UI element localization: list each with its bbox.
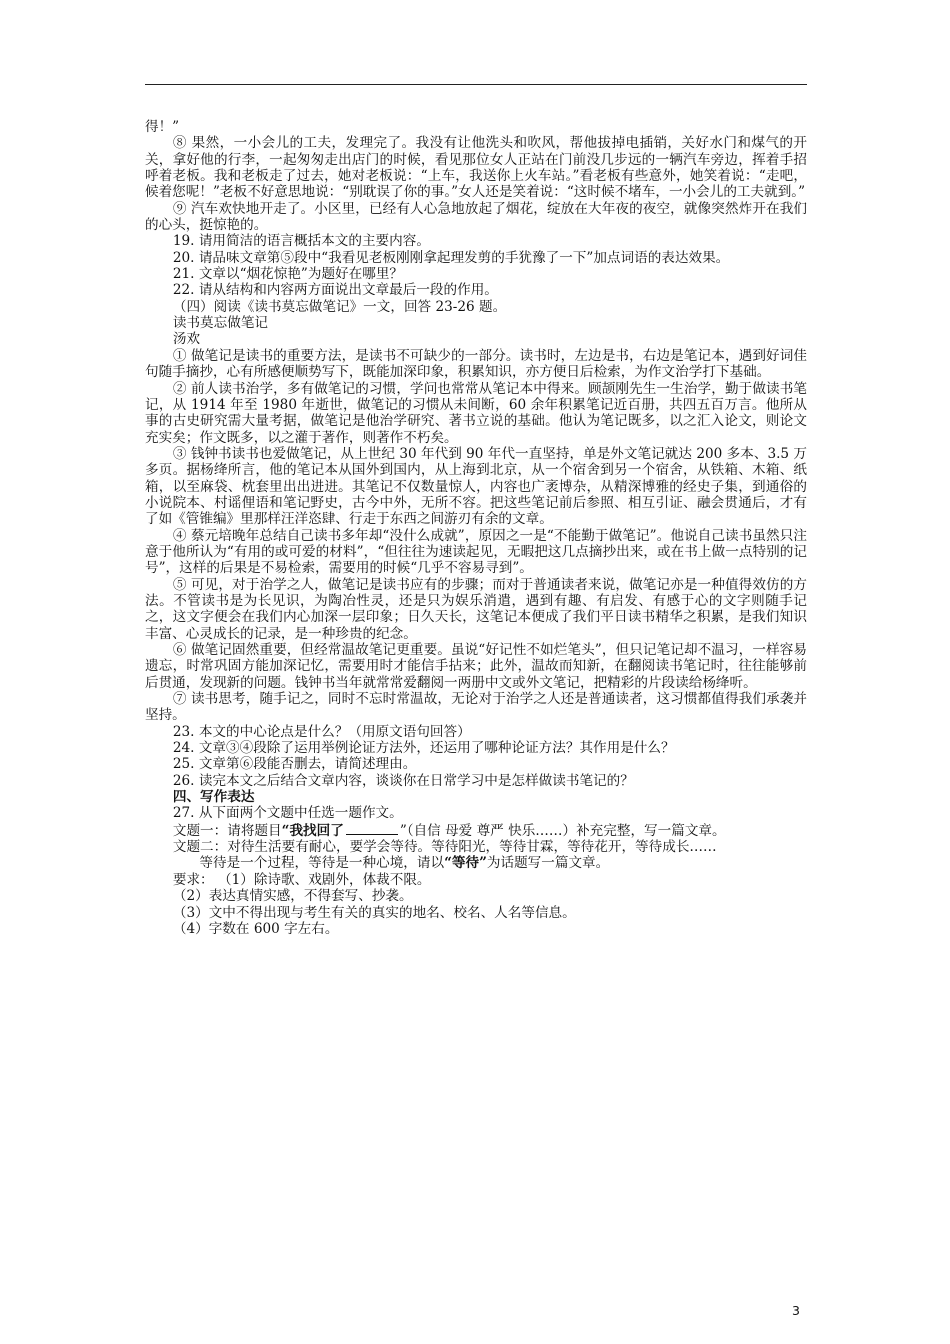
paragraph: 22. 请从结构和内容两方面说出文章最后一段的作用。 [172,282,498,299]
topic2-suffix: 为话题写一篇文章。 [486,855,610,872]
document-body [145,119,807,937]
paragraph: 21. 文章以“烟花惊艳”为题好在哪里？ [172,266,404,283]
paragraph: （四）阅读《读书莫忘做笔记》一文，回答 23-26 题。 [172,298,507,315]
paragraph: 25. 文章第⑥段能否删去，请简述理由。 [172,756,417,773]
topic1-title: “我找回了 [281,822,344,839]
requirement-3: （3）文中不得出现与考生有关的真实的地名、校名、人名等信息。 [172,904,576,921]
paragraph: ⑤ 可见，对于治学之人，做笔记是读书应有的步骤；而对于普通读者来说，做笔记亦是一种值得效仿的方法。不管读书是为长见识，为陶冶性灵，还是只为娱乐消遣，遇到有趣、有启发、有感于心的文字则随手记之，这文字便会在我们内心加深一层印象；日久天长，这笔记本便成了我们平日读书精华之积累，是我们知识丰富、心灵成长的记录，是一种珍贵的纪念。 [145,576,807,642]
reading-passages [145,119,807,789]
requirement-4: （4）字数在 600 字左右。 [172,920,339,937]
topic2-prefix: 等待是一个过程，等待是一种心境，请以 [199,855,445,872]
page-number: 3 [792,1303,800,1318]
paragraph: ⑥ 做笔记固然重要，但经常温故笔记更重要。虽说“好记性不如烂笔头”，但只记笔记却不温习，一样容易遗忘，时常巩固方能加深记忆，需要用时才能信手拈来；此外，温故而知新，在翻阅读书笔记时，往往能够前后贯通，发现新的问题。钱钟书当年就常常爱翻阅一两册中文或外文笔记，把精彩的片段读给杨绛听。 [145,642,807,691]
section-heading-writing: 四、写作表达 [172,789,255,806]
essay-topic-1 [145,822,807,839]
essay-topic-2: 文题二：对待生活要有耐心，要学会等待。等待阳光，等待甘霖，等待花开，等待成长…… [172,839,717,856]
paragraph: ⑨ 汽车欢快地开走了。小区里，已经有人心急地放起了烟花，绽放在大年夜的夜空，就像突然炸开在我们的心头，挺惊艳的。 [145,200,807,234]
paragraph: 23. 本文的中心论点是什么？（用原文语句回答） [172,723,471,740]
requirement-2: （2）表达真情实感，不得套写、抄袭。 [172,888,413,905]
paragraph: ② 前人读书治学，多有做笔记的习惯，学问也常常从笔记本中得来。顾颉刚先生一生治学，勤于做读书笔记，从 1914 年至 1980 年逝世，做笔记的习惯从未间断，60 余年积累笔记近百册，共四五百万言。他所从事的古史研究需大量考据，做笔记是他治学研究、著书立说的基础。他认为笔记既多，以之汇入论文，则论文充实矣；作文既多，以之灌于著作，则著作不朽矣。 [145,380,807,446]
paragraph: ① 做笔记是读书的重要方法，是读书不可缺少的一部分。读书时，左边是书，右边是笔记本，遇到好词佳句随手摘抄，心有所感便顺势写下，既能加深印象，积累知识，亦方便日后检索，为作文治学打下基础。 [145,347,807,381]
essay-topic-2-detail [145,855,807,871]
header-rule [145,84,807,85]
paragraph: ④ 蔡元培晚年总结自己读书多年却“没什么成就”，原因之一是“不能勤于做笔记”。他说自己读书虽然只注意于他所认为“有用的或可爱的材料”，“但往往为速读起见，无暇把这几点摘抄出来，或在书上做一点特别的记号”，这样的后果是不易检索，需要用的时候“几乎不容易寻到”。 [145,527,807,577]
paragraph: 26. 读完本文之后结合文章内容，谈谈你在日常学习中是怎样做读书笔记的？ [172,772,634,789]
question-27: 27. 从下面两个文题中任选一题作文。 [172,805,403,822]
topic1-prefix: 文题一：请将题目 [172,822,282,839]
paragraph: ⑦ 读书思考，随手记之，同时不忘时常温故，无论对于治学之人还是普通读者，这习惯都值得我们承袭并坚持。 [145,691,807,724]
paragraph: ⑧ 果然，一小会儿的工夫，发理完了。我没有让他洗头和吹风，帮他拔掉电插销，关好水门和煤气的开关，拿好他的行李，一起匆匆走出店门的时候，看见那位女人正站在门前没几步远的一辆汽车旁边，挥着手招呼着老板。我和老板走了过去，她对老板说：“上车，我送你上火车站。”看老板有些意外，她笑着说：“走吧，候着您呢！”老板不好意思地说：“别耽误了你的事。”女人还是笑着说：“这时候不堵车，一小会儿的工夫就到。” [145,135,807,201]
paragraph: 19. 请用简洁的语言概括本文的主要内容。 [172,233,430,250]
paragraph: ③ 钱钟书读书也爱做笔记，从上世纪 30 年代到 90 年代一直坚持，单是外文笔记就达 200 多本、3.5 万多页。据杨绛所言，他的笔记本从国外到国内，从上海到北京，从一个宿舍到另一个宿舍，从铁箱、木箱、纸箱，以至麻袋、枕套里出出进进。其笔记不仅数量惊人，内容也广袤博杂，从精深博雅的经史子集，到通俗的小说院本、村谣俚语和笔记野史，古今中外，无所不容。把这些笔记前后参照、相互引证、融会贯通后，才有了如《管锥编》里那样汪洋恣肆、行走于东西之间游刃有余的文章。 [145,445,807,528]
topic1-suffix: ”（自信 母爱 尊严 快乐……）补充完整，写一篇文章。 [399,822,726,839]
paragraph: 读书莫忘做笔记 [172,315,269,332]
topic2-title: “等待” [444,855,487,872]
paragraph: 汤欢 [172,331,201,348]
fill-blank [346,822,398,835]
paragraph: 20. 请品味文章第⑤段中“我看见老板刚刚拿起理发剪的手犹豫了一下”加点词语的表达效果。 [172,249,730,266]
paragraph: 得！” [145,119,180,135]
paragraph: 24. 文章③④段除了运用举例论证方法外，还运用了哪种论证方法？其作用是什么？ [172,740,675,757]
requirement-1: 要求： （1）除诗歌、戏剧外，体裁不限。 [172,871,431,888]
